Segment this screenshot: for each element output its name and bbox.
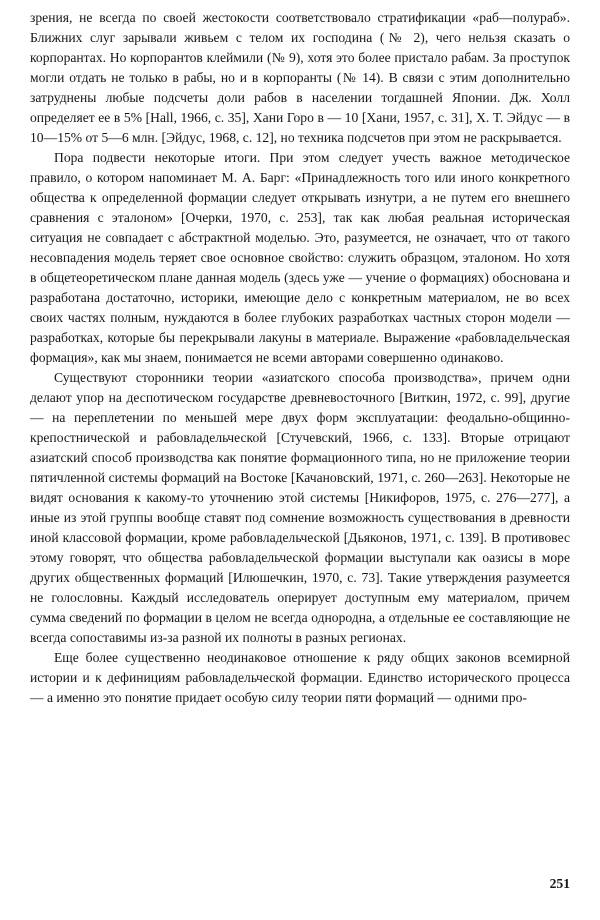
paragraph-2: Пора подвести некоторые итоги. При этом следует учесть важное методическое правило, о котором напоминает М. А. Барг: «Принадлежность того или иного конкретного общества к определенной формации следует открывать изнутри, а не путем его внешнего сравнения с эталоном» [Очерки, 1970, с. 253], так как любая реальная историческая ситуация не совпадает с абстрактной моделью. Это, разумеется, не означает, что от такого несовпадения модель теряет свое основное свойство: служить образцом, эталоном. Но хотя в общетеоретическом плане данная модель (здесь уже — учение о формациях) обоснована и разработана достаточно, историки, имеющие дело с конкретным материалом, не во всех своих частях полным, нуждаются в более глубоких разработках частных сторон модели — разработках, которые бы перекрывали лакуны в материале. Выражение «рабовладельческая формация», как мы знаем, понимается не всеми авторами совершенно одинаково. [30, 150, 570, 365]
page-number: 251 [549, 876, 570, 891]
paragraph-1: зрения, не всегда по своей жестокости соответствовало стратификации «раб—полураб». Ближних слуг зарывали живьем с телом их господина (№ 2), чего нельзя сказать о корпорантах. Но корпорантов клеймили (№ 9), хотя это более пристало рабам. За проступок могли отдать не только в рабы, но и в корпоранты (№ 14). В связи с этим дополнительно затруднены любые подсчеты доли рабов в населении тогдашней Японии. Дж. Холл определяет ее в 5% [Hall, 1966, с. 35], Хани Горо в — 10 [Хани, 1957, с. 31], Х. Т. Эйдус — в 10—15% от 5—6 млн. [Эйдус, 1968, с. 12], но техника подсчетов при этом не раскрывается. [30, 10, 570, 145]
page-text-block [30, 8, 570, 708]
paragraph-3: Существуют сторонники теории «азиатского способа производства», причем одни делают упор на деспотическом государстве древневосточного [Виткин, 1972, с. 99], другие — на переплетении по меньшей мере двух форм эксплуатации: феодально-общинно-крепостнической и рабовладельческой [Стучевский, 1966, с. 133]. Вторые отрицают азиатский способ производства как понятие формационного типа, но не приложение теории пятичленной системы формаций на Востоке [Качановский, 1971, с. 260—263]. Некоторые не видят основания к какому-то уточнению этой системы [Никифоров, 1975, с. 276—277], а иные из этой группы вообще ставят под сомнение возможность существования в древности иной классовой формации, кроме рабовладельческой [Дьяконов, 1971, с. 139]. В противовес этому говорят, что общества рабовладельческой формации выступали как оазисы в море других общественных формаций [Илюшечкин, 1970, с. 73]. Такие утверждения разумеется не голословны. Каждый исследователь оперирует доступным ему материалом, причем сумма сведений по формации в целом не всегда однородна, а отдельные ее составляющие не всегда сопоставимы из-за разной их полноты в разных регионах. [30, 370, 570, 645]
paragraph-4: Еще более существенно неодинаковое отношение к ряду общих законов всемирной истории и к дефинициям рабовладельческой формации. Единство исторического процесса — а именно это понятие придает особую силу теории пяти формаций — одними про- [30, 650, 570, 705]
